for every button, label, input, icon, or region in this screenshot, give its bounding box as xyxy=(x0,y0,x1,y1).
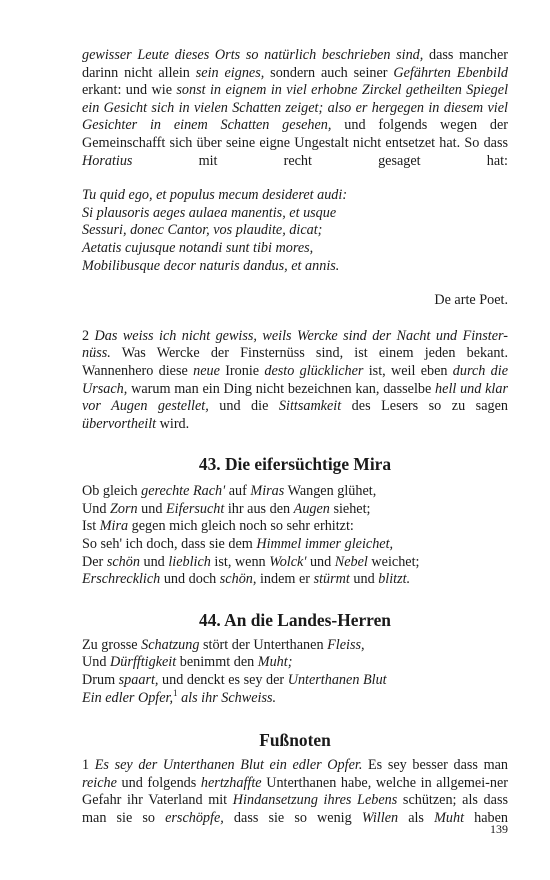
latin-line: Aetatis cujusque notandi sunt tibi mores, xyxy=(82,239,314,256)
intro-text-3: erkant: und wie xyxy=(82,82,177,99)
citation: De arte Poet. xyxy=(434,292,508,309)
note-2-italic-1: Das weiss ich nicht gewiss, weils Wercke sind der Nacht und Finster-nüss. xyxy=(82,327,508,362)
note-2-text-1: Was Wercke der Finsternüss sind, ist einem jeden bekant. Wannenhero diese xyxy=(82,345,508,379)
note-2-italic-4: durch die Ursach, xyxy=(82,362,508,397)
footnote-number: 1 xyxy=(82,757,95,774)
poem-43-title: 43. Die eifersüchtige Mira xyxy=(198,454,392,475)
page-content xyxy=(82,47,508,828)
note-2-text-6: des Lesers so zu sagen xyxy=(341,398,508,415)
latin-line: Tu quid ego, et populus mecum desideret audi: xyxy=(82,187,348,204)
intro-text-5: mit recht gesaget hat: xyxy=(132,152,508,169)
latin-line: Sessuri, donec Cantor, vos plaudite, dicat; xyxy=(82,222,323,239)
poem-line: So seh' ich doch, dass sie dem Himmel immer gleichet, xyxy=(82,536,394,553)
note-2-text-4: warum man ein Ding nicht bezeichnen kan, dasselbe xyxy=(127,380,436,397)
poem-line: Erschrecklich und doch schön, indem er stürmt und blitzt. xyxy=(82,571,411,588)
latin-quote xyxy=(82,187,508,275)
note-2-italic-5: hell und klar vor Augen gestellet, xyxy=(82,380,508,415)
latin-line: Si plausoris aeges aulaea manentis, et usque xyxy=(82,204,337,221)
intro-italic-3: Gefährten Ebenbild xyxy=(393,64,508,81)
poem-line: Ein edler Opfer,$^1$ als ihr Schweiss. xyxy=(82,687,277,706)
intro-italic-1: gewisser Leute dieses Orts so natürlich beschrieben sind, xyxy=(82,47,424,63)
latin-line: Mobilibusque decor naturis dandus, et annis. xyxy=(82,257,340,274)
poem-44 xyxy=(82,637,508,707)
poem-43 xyxy=(82,483,508,589)
note-2-number: 2 xyxy=(82,327,95,344)
intro-italic-5: Horatius xyxy=(82,152,133,169)
intro-text-4: und folgends wegen der Gemeinschafft sich über seine eigne Ungestalt nicht entsetzet hat. So dass xyxy=(82,117,508,151)
poem-line: Zu grosse Schatzung stört der Unterthanen Fleiss, xyxy=(82,636,365,653)
note-2-text-7: wird. xyxy=(156,415,190,432)
note-2-italic-6: Sittsamkeit xyxy=(278,398,342,415)
poem-line: Der schön und lieblich ist, wenn Wolck' und Nebel weichet; xyxy=(82,553,420,570)
note-2-text-5: und die xyxy=(208,398,279,415)
intro-paragraph xyxy=(82,47,508,170)
poem-line: Drum spaart, und denckt es sey der Unterthanen Blut xyxy=(82,672,387,689)
note-2-italic-3: desto glücklicher xyxy=(264,362,364,379)
page-number: 139 xyxy=(490,822,508,836)
intro-text-2: sondern auch seiner xyxy=(264,64,394,81)
note-2-italic-7: übervortheilt xyxy=(82,415,157,432)
footnotes-title: Fußnoten xyxy=(259,730,331,751)
footnote-1: 1 Es sey der Unterthanen Blut ein edler Opfer. Es sey besser dass man reiche und folgends hertzhaffte Unterthanen habe, welche in allgemei-ner Gefahr ihr Vaterland mit Hindansetzung ihres Lebens schützen; als dass man sie so erschöpfe, dass sie so wenig Willen als Muht haben xyxy=(82,757,508,826)
note-2-text-3: ist, weil eben xyxy=(363,362,453,379)
poem-line: Ob gleich gerechte Rach' auf Miras Wangen glühet, xyxy=(82,483,377,500)
note-2 xyxy=(82,328,508,434)
intro-italic-2: sein eignes, xyxy=(195,64,265,81)
poem-line: Ist Mira gegen mich gleich noch so sehr erhitzt: xyxy=(82,518,354,535)
poem-44-title: 44. An die Landes-Herren xyxy=(199,609,391,630)
intro-text-1: dass mancher darinn nicht allein xyxy=(82,47,508,81)
note-2-italic-2: neue xyxy=(193,362,220,379)
poem-line: Und Dürfftigkeit benimmt den Muht; xyxy=(82,654,293,671)
poem-line: Und Zorn und Eifersucht ihr aus den Augen siehet; xyxy=(82,500,371,517)
intro-italic-4: sonst in eignem in viel erhobne Zirckel getheilten Spiegel ein Gesicht sich in vielen Schatten zeiget; also er hergegen in diesem viel Gesichter in einem Schatten gesehen, xyxy=(82,82,509,134)
footnote-marker[interactable]: 1 xyxy=(173,687,178,698)
note-2-text-2: Ironie xyxy=(219,362,265,379)
